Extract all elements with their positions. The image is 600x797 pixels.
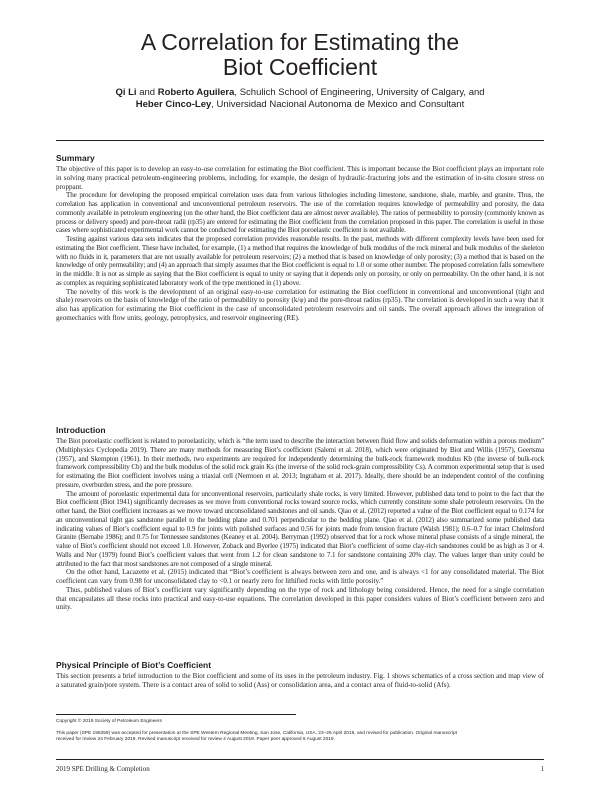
- introduction-heading: Introduction: [56, 425, 106, 435]
- paper-title: [20, 30, 580, 80]
- summary-paragraph: Testing against various data sets indicates that the proposed correlation provides reasonable results. In the past, methods with different complexity levels have been used for estimating the Biot coefficient. These have included, for example, (1) a method that requires the knowledge of bulk modulus of the rock mineral and bulk modulus of the skeleton with no fluids in it, parameters that are not usually available for petroleum reservoirs; (2) a method that is based on knowledge of only porosity; (3) a method that is based on the knowledge of only permeability; and (4) an approach that simply assumes that the Biot coefficient is equal to 1.0 or some other number. The proposed correlation falls somewhere in the middle. It is not as simple as saying that the Biot coefficient is equal to unity or saying that it depends only on porosity, or only on permeability. On the other hand, it is not as complex as requiring sophisticated laboratory work of the type mentioned in (1) above.: [56, 235, 544, 287]
- author-line-2: [80, 99, 520, 111]
- introduction-paragraph: Thus, published values of Biot’s coefficient vary significantly depending on the type of rock and lithology being considered. Hence, the need for a single correlation that encapsulates all these rocks into practical and easy-to-use equations. The correlation developed in this paper considers values of Biot’s coefficient between zero and unity.: [56, 585, 544, 612]
- copyright-notice: Copyright © 2019 Society of Petroleum Engineers: [56, 719, 162, 724]
- footnote-divider: [56, 714, 296, 715]
- introduction-section: [56, 437, 544, 612]
- author-line-1: [80, 87, 520, 99]
- summary-heading: Summary: [56, 153, 95, 163]
- summary-section: [56, 165, 544, 323]
- author-block: [80, 87, 520, 111]
- affiliation-calgary: , Schulich School of Engineering, University of Calgary, and: [234, 87, 485, 98]
- summary-paragraph: The novelty of this work is the development of an original easy-to-use correlation for estimating the Biot coefficient in conventional and unconventional (tight and shale) reservoirs on the basis of knowledge of the ratio of permeability to porosity (k/φ) and the pore-throat radius (rp35). The correlation is developed in such a way that it also has application for estimating the Biot coefficient in the case of unconsolidated petroleum reservoirs and oil sands. The overall approach allows the integration of geomechanics with flow units, geology, petrophysics, and reservoir engineering (RE).: [56, 287, 544, 322]
- summary-paragraph: The objective of this paper is to develop an easy-to-use correlation for estimating the Biot coefficient. This is important because the Biot coefficient plays an important role in solving many practical petroleum-engineering problems, including, for example, the design of hydraulic-fracturing jobs and the estimation of in-situ closure stress on proppant.: [56, 165, 544, 191]
- author-li: Qi Li: [115, 87, 137, 98]
- footer-divider: [56, 759, 544, 760]
- manuscript-note-line-2: received for review 24 February 2019. Revised manuscript received for review 4 August 2019. Paper peer approved 6 August 2019.: [56, 737, 335, 742]
- physical-principle-paragraph: This section presents a brief introduction to the Biot coefficient and some of its uses in the petroleum industry. Fig. 1 shows schematics of a cross section and map view of a saturated grain/pore system. There is a contact area of solid to solid (Ass) or consolidation area, and a contact area of fluid-to-solid (Afs).: [56, 672, 544, 689]
- introduction-paragraph: On the other hand, Lacazette et al. (2015) indicated that “Biot’s coefficient is always between zero and one, and is always <1 for any consolidated material. The Biot coefficient can vary from 0.98 for unconsolidated clay to <0.1 or nearly zero for lithified rocks with little porosity.”: [56, 568, 544, 585]
- page-number: 1: [540, 765, 544, 773]
- manuscript-note-line-1: This paper (SPE 195359) was accepted for presentation at the SPE Western Regional Meeting, San Jose, California, USA, 23–26 April 2019, and revised for publication. Original manuscript: [56, 731, 457, 736]
- title-line-2: Biot Coefficient: [222, 54, 378, 80]
- title-line-1: A Correlation for Estimating the: [140, 29, 460, 55]
- introduction-paragraph: The amount of poroelastic experimental data for unconventional reservoirs, particularly shale rocks, is very limited. However, published data tend to point to the fact that the Biot coefficient (Biot 1941) significantly decreases as we move from conventional rocks toward source rocks, which currently constitute some shale petroleum reservoirs. On the other hand, the Biot coefficient increases as we move toward unconsolidated sandstones and oil sands. Qiao et al. (2012) reported a value of the Biot coefficient equal to 0.174 for an unconventional tight gas sandstone parallel to the bedding plane and 0.701 perpendicular to the bedding plane. Qiao et al. (2012) also summarized some published data indicating values of Biot’s coefficient equal to 0.9 for joints with polished surfaces and 0.56 for joints made from tension fracture (Walsh 1981); 0.6–0.7 for intact Chelmsford Granite (Bernabe 1986); and 0.75 for Tennessee sandstones (Keaney et al. 2004). Berryman (1992) observed that for a rock whose mineral phase consists of a single mineral, the value of Biot’s coefficient should not exceed 1.0. However, Zoback and Byerlee (1975) indicated that Biot’s coefficient of some clay-rich sandstones could be as high as 3 or 4. Walls and Nur (1979) found Biot’s coefficient values that went from 1.2 for clean sandstone to 7.1 for sandstone containing 20% clay. The values larger than unity could be attributed to the fact that most sandstones are not composed of a single mineral.: [56, 489, 544, 568]
- author-separator: and: [136, 87, 158, 98]
- journal-name: 2019 SPE Drilling & Completion: [56, 765, 150, 773]
- affiliation-unam: , Universidad Nacional Autonoma de Mexico and Consultant: [211, 99, 465, 110]
- author-cinco-ley: Heber Cinco-Ley: [135, 99, 212, 110]
- introduction-paragraph: The Biot poroelastic coefficient is related to poroelasticity, which is “the term used to describe the interaction between fluid flow and solids deformation within a porous medium” (Multiphysics Cyclopedia 2019). There are many methods for measuring Biot’s coefficient (Salemi et al. 2018), which were originated by Biot and Willis (1957), Geertsma (1957), and Skempton (1961). In their methods, two experiments are required for independently determining the bulk-rock framework modulus Kb (the inverse of bulk-rock framework compressibility Cb) and the bulk modulus of the solid rock grain Ks (the inverse of the solid rock-grain compressibility Cs). A common experimental setup that is used for estimating the Biot coefficient involves using a triaxial cell (Nermoen et al. 2013; Ingraham et al. 2017). Ideally, there should be an independent control of the confining pressure, overburden stress, and the pore pressure.: [56, 437, 544, 489]
- summary-paragraph: The procedure for developing the proposed empirical correlation uses data from various lithologies including limestone, sandstone, shale, marble, and granite. Thus, the correlation has application in conventional and unconventional petroleum reservoirs. The use of the correlation requires knowledge of permeability and porosity, the data commonly available in petroleum engineering (on the other hand, the Biot coefficient data are almost never available). The ratios of permeability to porosity (commonly known as process or delivery speed) and pore-throat radii (rp35) are entered for estimating the Biot coefficient from the correlation proposed in this paper. The correlation is useful in those cases where sophisticated experimental work cannot be conducted for estimating the Biot poroelastic coefficient is not available.: [56, 191, 544, 235]
- physical-principle-heading: Physical Principle of Biot’s Coefficient: [56, 660, 212, 670]
- author-aguilera: Roberto Aguilera: [157, 87, 235, 98]
- header-divider: [56, 140, 544, 141]
- physical-principle-section: [56, 672, 544, 690]
